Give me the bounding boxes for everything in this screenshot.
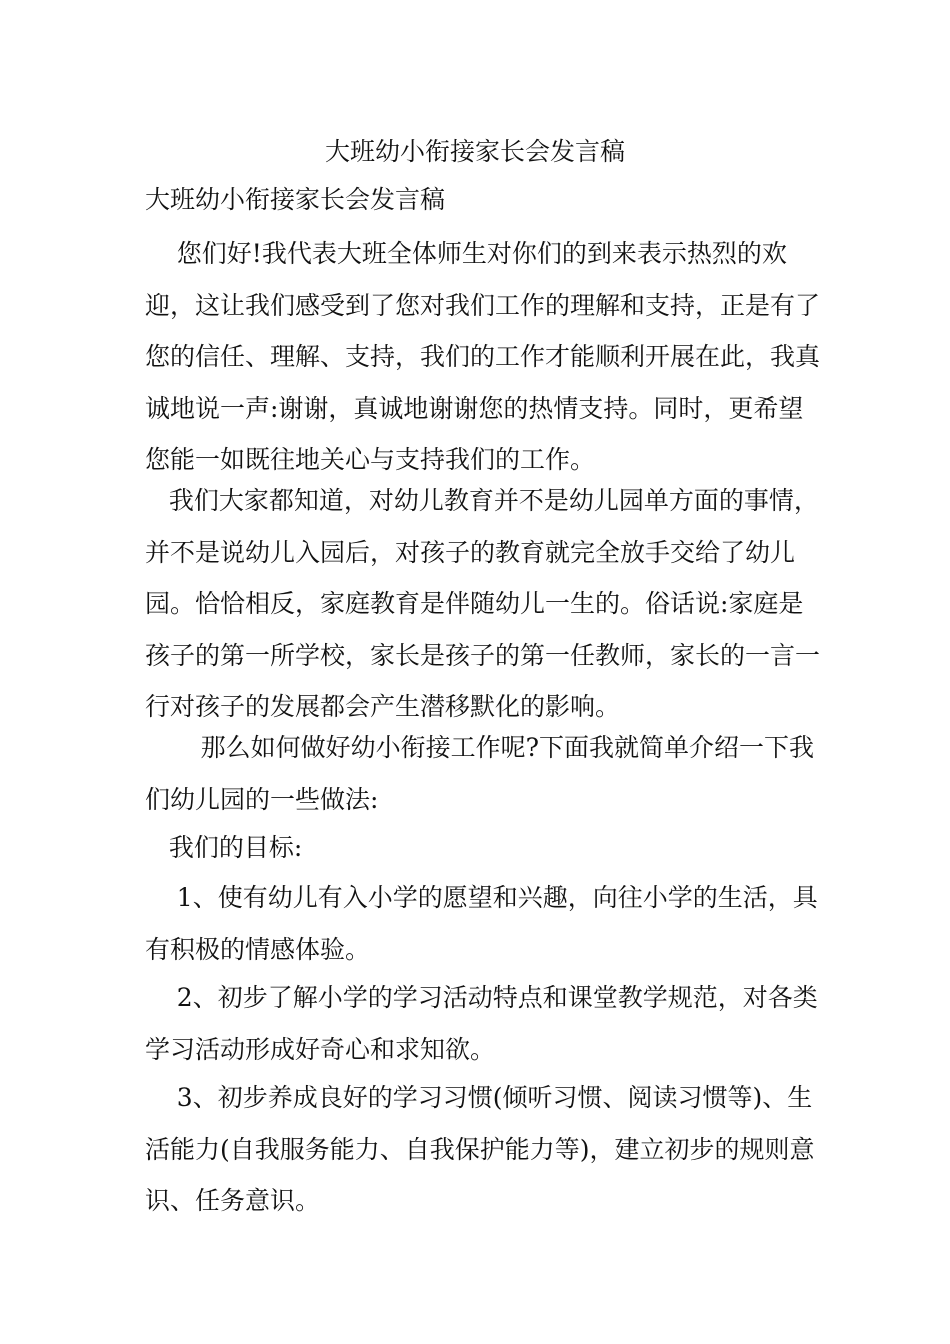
paragraph-family-education: 我们大家都知道，对幼儿教育并不是幼儿园单方面的事情，并不是说幼儿入园后，对孩子的教育就完全放手交给了幼儿园。恰恰相反，家庭教育是伴随幼儿一生的。俗话说:家庭是孩子的第一所学校，家长是孩子的第一任教师，家长的一言一行对孩子的发展都会产生潜移默化的影响。 (145, 486, 821, 721)
paragraph-welcome: 您们好!我代表大班全体师生对你们的到来表示热烈的欢迎，这让我们感受到了您对我们工作的理解和支持，正是有了您的信任、理解、支持，我们的工作才能顺利开展在此，我真诚地说一声:谢谢，真诚地谢谢您的热情支持。同时，更希望您能一如既往地关心与支持我们的工作。 (145, 239, 821, 474)
paragraph-goal-2: 2、初步了解小学的学习活动特点和课堂教学规范，对各类学习活动形成好奇心和求知欲。 (145, 983, 818, 1064)
document-subtitle: 大班幼小衔接家长会发言稿 (145, 185, 446, 214)
paragraph-goals-heading: 我们的目标: (145, 833, 303, 862)
paragraph-goal-1: 1、使有幼儿有入小学的愿望和兴趣，向往小学的生活，具有积极的情感体验。 (145, 883, 818, 964)
paragraph-goal-3: 3、初步养成良好的学习习惯(倾听习惯、阅读习惯等)、生活能力(自我服务能力、自我保护能力等)，建立初步的规则意识、任务意识。 (145, 1083, 815, 1215)
paragraph-how-to: 那么如何做好幼小衔接工作呢?下面我就简单介绍一下我们幼儿园的一些做法: (145, 733, 815, 814)
document-title: 大班幼小衔接家长会发言稿 (324, 137, 625, 166)
